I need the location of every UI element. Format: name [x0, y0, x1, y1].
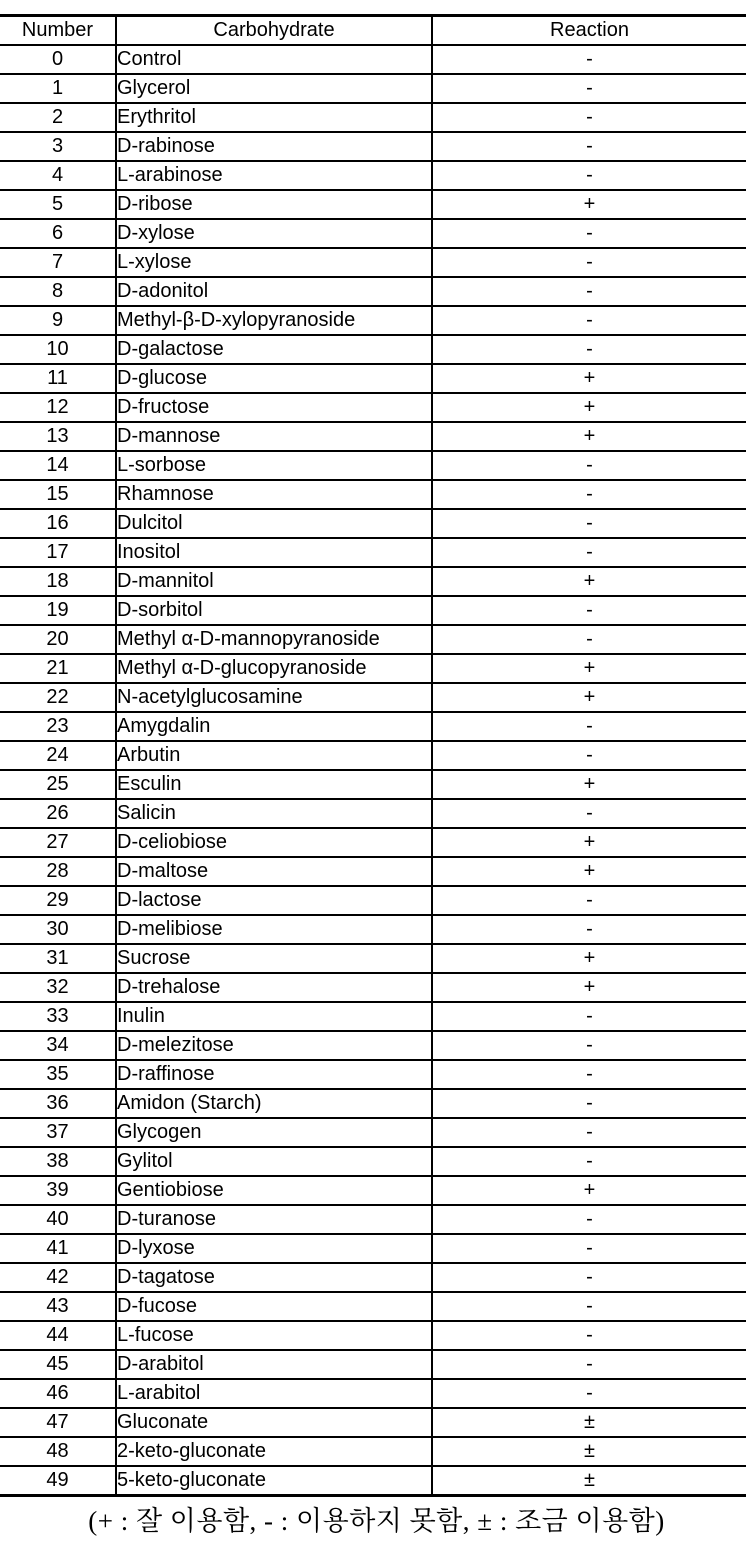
carbohydrate-cell: Glycogen	[116, 1118, 432, 1147]
number-cell: 38	[0, 1147, 116, 1176]
carbohydrate-cell: Gluconate	[116, 1408, 432, 1437]
reaction-cell: -	[432, 1060, 746, 1089]
number-cell: 25	[0, 770, 116, 799]
reaction-cell: -	[432, 741, 746, 770]
reaction-cell: ±	[432, 1466, 746, 1496]
table-row	[0, 1263, 746, 1292]
reaction-cell: -	[432, 1321, 746, 1350]
carbohydrate-cell: D-melezitose	[116, 1031, 432, 1060]
table-row	[0, 1234, 746, 1263]
table-row	[0, 1437, 746, 1466]
table-row	[0, 306, 746, 335]
table-row	[0, 509, 746, 538]
reaction-cell: +	[432, 393, 746, 422]
carbohydrate-cell: Methyl α-D-mannopyranoside	[116, 625, 432, 654]
number-cell: 19	[0, 596, 116, 625]
number-cell: 10	[0, 335, 116, 364]
table-row	[0, 1321, 746, 1350]
carbohydrate-cell: Erythritol	[116, 103, 432, 132]
reaction-cell: -	[432, 625, 746, 654]
table-row	[0, 45, 746, 74]
reaction-cell: +	[432, 857, 746, 886]
table-row	[0, 1176, 746, 1205]
carbohydrate-cell: Sucrose	[116, 944, 432, 973]
number-cell: 47	[0, 1408, 116, 1437]
carbohydrate-cell: 5-keto-gluconate	[116, 1466, 432, 1496]
carbohydrate-cell: Inositol	[116, 538, 432, 567]
carbohydrate-cell: Methyl α-D-glucopyranoside	[116, 654, 432, 683]
carbohydrate-cell: D-celiobiose	[116, 828, 432, 857]
number-cell: 45	[0, 1350, 116, 1379]
header-number: Number	[0, 16, 116, 46]
table-row	[0, 1466, 746, 1496]
table-row	[0, 683, 746, 712]
carbohydrate-cell: Glycerol	[116, 74, 432, 103]
carbohydrate-cell: D-trehalose	[116, 973, 432, 1002]
carbohydrate-cell: D-lactose	[116, 886, 432, 915]
table-row	[0, 1350, 746, 1379]
carbohydrate-cell: D-maltose	[116, 857, 432, 886]
carbohydrate-cell: Arbutin	[116, 741, 432, 770]
carbohydrate-cell: Salicin	[116, 799, 432, 828]
reaction-cell: +	[432, 190, 746, 219]
number-cell: 28	[0, 857, 116, 886]
table-row	[0, 654, 746, 683]
carbohydrate-cell: D-arabitol	[116, 1350, 432, 1379]
number-cell: 42	[0, 1263, 116, 1292]
reaction-cell: -	[432, 915, 746, 944]
number-cell: 0	[0, 45, 116, 74]
carbohydrate-cell: D-tagatose	[116, 1263, 432, 1292]
table-row	[0, 161, 746, 190]
reaction-cell: -	[432, 103, 746, 132]
table-row	[0, 1002, 746, 1031]
number-cell: 9	[0, 306, 116, 335]
number-cell: 4	[0, 161, 116, 190]
reaction-cell: -	[432, 74, 746, 103]
table-row	[0, 422, 746, 451]
table-header-row	[0, 16, 746, 46]
table-row	[0, 1292, 746, 1321]
carbohydrate-cell: D-mannose	[116, 422, 432, 451]
carbohydrate-cell: Methyl-β-D-xylopyranoside	[116, 306, 432, 335]
number-cell: 6	[0, 219, 116, 248]
carbohydrate-cell: 2-keto-gluconate	[116, 1437, 432, 1466]
table-row	[0, 857, 746, 886]
number-cell: 22	[0, 683, 116, 712]
carbohydrate-cell: D-raffinose	[116, 1060, 432, 1089]
number-cell: 49	[0, 1466, 116, 1496]
table-row	[0, 1147, 746, 1176]
carbohydrate-cell: Amygdalin	[116, 712, 432, 741]
carbohydrate-cell: L-arabinose	[116, 161, 432, 190]
table-row	[0, 219, 746, 248]
carbohydrate-cell: Gentiobiose	[116, 1176, 432, 1205]
carbohydrate-cell: D-fucose	[116, 1292, 432, 1321]
number-cell: 32	[0, 973, 116, 1002]
number-cell: 48	[0, 1437, 116, 1466]
reaction-cell: -	[432, 799, 746, 828]
reaction-cell: +	[432, 567, 746, 596]
table-row	[0, 1089, 746, 1118]
carbohydrate-cell: D-ribose	[116, 190, 432, 219]
reaction-cell: -	[432, 712, 746, 741]
table-row	[0, 451, 746, 480]
carbohydrate-cell: Gylitol	[116, 1147, 432, 1176]
number-cell: 15	[0, 480, 116, 509]
number-cell: 2	[0, 103, 116, 132]
table-row	[0, 741, 746, 770]
number-cell: 23	[0, 712, 116, 741]
carbohydrate-cell: D-sorbitol	[116, 596, 432, 625]
table-row	[0, 480, 746, 509]
carbohydrate-cell: L-xylose	[116, 248, 432, 277]
number-cell: 36	[0, 1089, 116, 1118]
reaction-cell: -	[432, 1118, 746, 1147]
reaction-cell: -	[432, 277, 746, 306]
number-cell: 26	[0, 799, 116, 828]
table-row	[0, 1379, 746, 1408]
reaction-cell: -	[432, 1263, 746, 1292]
reaction-cell: -	[432, 451, 746, 480]
carbohydrate-cell: L-fucose	[116, 1321, 432, 1350]
number-cell: 8	[0, 277, 116, 306]
carbohydrate-cell: D-lyxose	[116, 1234, 432, 1263]
table-row	[0, 74, 746, 103]
table-row	[0, 132, 746, 161]
reaction-cell: -	[432, 596, 746, 625]
carbohydrate-cell: Esculin	[116, 770, 432, 799]
reaction-cell: +	[432, 973, 746, 1002]
carbohydrate-cell: Control	[116, 45, 432, 74]
number-cell: 27	[0, 828, 116, 857]
table-row	[0, 1060, 746, 1089]
number-cell: 12	[0, 393, 116, 422]
table-row	[0, 538, 746, 567]
reaction-cell: +	[432, 683, 746, 712]
table-row	[0, 1031, 746, 1060]
number-cell: 18	[0, 567, 116, 596]
number-cell: 5	[0, 190, 116, 219]
carbohydrate-cell: D-galactose	[116, 335, 432, 364]
number-cell: 3	[0, 132, 116, 161]
number-cell: 30	[0, 915, 116, 944]
reaction-cell: -	[432, 132, 746, 161]
number-cell: 17	[0, 538, 116, 567]
table-row	[0, 364, 746, 393]
reaction-cell: ±	[432, 1437, 746, 1466]
carbohydrate-cell: D-glucose	[116, 364, 432, 393]
number-cell: 34	[0, 1031, 116, 1060]
table-row	[0, 277, 746, 306]
table-row	[0, 712, 746, 741]
number-cell: 21	[0, 654, 116, 683]
number-cell: 16	[0, 509, 116, 538]
table-row	[0, 1205, 746, 1234]
reaction-cell: -	[432, 509, 746, 538]
number-cell: 39	[0, 1176, 116, 1205]
number-cell: 11	[0, 364, 116, 393]
carbohydrate-cell: D-turanose	[116, 1205, 432, 1234]
table-row	[0, 1408, 746, 1437]
table-row	[0, 248, 746, 277]
number-cell: 44	[0, 1321, 116, 1350]
carbohydrate-cell: Dulcitol	[116, 509, 432, 538]
table-row	[0, 799, 746, 828]
table-row	[0, 567, 746, 596]
carbohydrate-cell: Rhamnose	[116, 480, 432, 509]
reaction-cell: -	[432, 335, 746, 364]
table-row	[0, 828, 746, 857]
reaction-cell: -	[432, 1205, 746, 1234]
reaction-cell: -	[432, 306, 746, 335]
reaction-cell: +	[432, 944, 746, 973]
reaction-cell: -	[432, 1031, 746, 1060]
reaction-cell: -	[432, 161, 746, 190]
number-cell: 1	[0, 74, 116, 103]
reaction-cell: -	[432, 1350, 746, 1379]
table-row	[0, 770, 746, 799]
table-row	[0, 335, 746, 364]
reaction-cell: -	[432, 1292, 746, 1321]
carbohydrate-cell: D-melibiose	[116, 915, 432, 944]
carbohydrate-reaction-table	[0, 14, 746, 1497]
carbohydrate-cell: D-mannitol	[116, 567, 432, 596]
table-row	[0, 190, 746, 219]
number-cell: 29	[0, 886, 116, 915]
carbohydrate-cell: L-arabitol	[116, 1379, 432, 1408]
reaction-cell: +	[432, 770, 746, 799]
number-cell: 41	[0, 1234, 116, 1263]
number-cell: 43	[0, 1292, 116, 1321]
table-row	[0, 625, 746, 654]
reaction-cell: -	[432, 1379, 746, 1408]
number-cell: 35	[0, 1060, 116, 1089]
carbohydrate-cell: N-acetylglucosamine	[116, 683, 432, 712]
header-reaction: Reaction	[550, 19, 629, 41]
table-row	[0, 944, 746, 973]
reaction-cell: -	[432, 248, 746, 277]
legend-caption: (+ : 잘 이용함, - : 이용하지 못함, ± : 조금 이용함)	[88, 1506, 665, 1536]
reaction-cell: -	[432, 219, 746, 248]
carbohydrate-cell: Inulin	[116, 1002, 432, 1031]
reaction-cell: -	[432, 45, 746, 74]
reaction-cell: +	[432, 828, 746, 857]
carbohydrate-cell: D-rabinose	[116, 132, 432, 161]
reaction-cell: +	[432, 422, 746, 451]
carbohydrate-cell: D-adonitol	[116, 277, 432, 306]
reaction-cell: -	[432, 886, 746, 915]
reaction-cell: +	[432, 654, 746, 683]
number-cell: 33	[0, 1002, 116, 1031]
reaction-cell: -	[432, 1089, 746, 1118]
reaction-cell: -	[432, 480, 746, 509]
table-row	[0, 1118, 746, 1147]
carbohydrate-cell: D-xylose	[116, 219, 432, 248]
number-cell: 37	[0, 1118, 116, 1147]
reaction-cell: -	[432, 1147, 746, 1176]
table-row	[0, 915, 746, 944]
reaction-cell: -	[432, 1002, 746, 1031]
carbohydrate-cell: D-fructose	[116, 393, 432, 422]
number-cell: 46	[0, 1379, 116, 1408]
table-row	[0, 103, 746, 132]
header-carbohydrate: Carbohydrate	[116, 16, 432, 46]
table-body	[0, 45, 746, 1496]
table-row	[0, 393, 746, 422]
reaction-cell: -	[432, 538, 746, 567]
number-cell: 31	[0, 944, 116, 973]
carbohydrate-cell: Amidon (Starch)	[116, 1089, 432, 1118]
number-cell: 13	[0, 422, 116, 451]
number-cell: 14	[0, 451, 116, 480]
reaction-cell: +	[432, 1176, 746, 1205]
number-cell: 40	[0, 1205, 116, 1234]
reaction-cell: -	[432, 1234, 746, 1263]
table-row	[0, 596, 746, 625]
number-cell: 24	[0, 741, 116, 770]
reaction-cell: +	[432, 364, 746, 393]
carbohydrate-cell: L-sorbose	[116, 451, 432, 480]
number-cell: 7	[0, 248, 116, 277]
table-row	[0, 973, 746, 1002]
number-cell: 20	[0, 625, 116, 654]
reaction-cell: ±	[432, 1408, 746, 1437]
table-row	[0, 886, 746, 915]
